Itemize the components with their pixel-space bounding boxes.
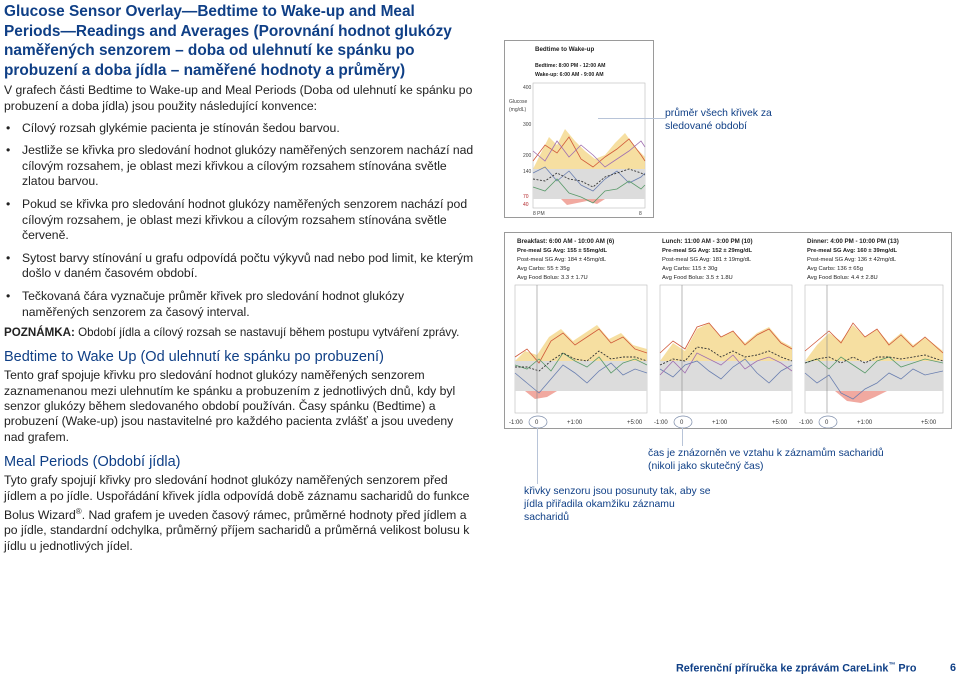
- lunch-post: Post-meal SG Avg: 181 ± 19mg/dL: [662, 257, 752, 263]
- target-range-band: [805, 361, 943, 391]
- y-tick-label: 140: [523, 169, 532, 175]
- callout-leader: [598, 118, 666, 119]
- x-tick-label: 0: [680, 420, 684, 426]
- breakfast-time: Breakfast: 6:00 AM - 10:00 AM (6): [517, 238, 615, 245]
- breakfast-carbs: Avg Carbs: 55 ± 35g: [517, 266, 570, 272]
- text-column: [4, 2, 474, 554]
- trademark: ™: [888, 662, 896, 669]
- bedtime-range: Bedtime: 8:00 PM - 12:00 AM: [535, 63, 606, 69]
- x-tick-label: -1:00: [509, 420, 523, 426]
- breakfast-plot: [515, 285, 647, 413]
- intro-paragraph: V grafech části Bedtime to Wake-up and Meal Periods (Doba od ulehnutí ke spánku po probuzení a doba jídla) jsou použity následující konvence:: [4, 83, 473, 113]
- callout-leader: [682, 428, 683, 446]
- note-text: Období jídla a cílový rozsah se nastavují během postupu vytváření zprávy.: [74, 326, 460, 340]
- list-item: • Jestliže se křivka pro sledování hodnot glukózy naměřených senzorem nachází nad cílovým rozsahem, je oblast mezi křivkou a cílovým rozsahem stínována světle zlatou barvou.: [4, 143, 474, 190]
- list-item: • Sytost barvy stínování u grafu odpovídá počtu výkyvů nad nebo pod limit, ke kterým došlo v daném časovém období.: [4, 251, 474, 282]
- meal-paragraph: [4, 473, 474, 554]
- breakfast-pre: Pre-meal SG Avg: 155 ± 55mg/dL: [517, 248, 608, 254]
- x-tick-label: -1:00: [799, 420, 813, 426]
- list-item: • Tečkovaná čára vyznačuje průměr křivek pro sledování hodnot glukózy naměřených senzorem za časový interval.: [4, 289, 474, 320]
- x-tick-label: 0: [535, 420, 539, 426]
- meal-periods-chart: [504, 232, 952, 429]
- meal-text-1: Tyto grafy spojují křivky pro sledování hodnot glukózy naměřených senzorem před jídlem a po jídle. Uspořádání křivek jídla odpovídá době záznamu sacharidů do funkce Bolus Wizard: [4, 473, 470, 522]
- target-range-band: [515, 361, 647, 391]
- bedtime-paragraph: Tento graf spojuje křivku pro sledování hodnot glukózy naměřených senzorem zaznamenanou mezi ulehnutím ke spánku a probuzením z jednotlivých dnů, kdy byl senzor glukózy během sledovaného období používán. Časy spánku (Bedtime) a probuzení (Wake-up) jsou nastavitelné pro každého pacienta zvlášť a jsou uvedeny nad grafem.: [4, 368, 456, 444]
- section-title: Glucose Sensor Overlay—Bedtime to Wake-up and Meal Periods—Readings and Averages (Porovnání hodnot glukózy naměřených senzorem – doba od ulehnutí ke spánku po probuzení a doba jídla – naměřené hodnoty a průměry): [4, 3, 452, 79]
- x-tick-label: +1:00: [567, 420, 583, 426]
- x-tick-label: -1:00: [654, 420, 668, 426]
- dinner-carbs: Avg Carbs: 136 ± 65g: [807, 266, 863, 272]
- lunch-bolus: Avg Food Bolus: 3.5 ± 1.8U: [662, 275, 733, 281]
- bedtime-heading: Bedtime to Wake Up (Od ulehnutí ke spánku po probuzení): [4, 349, 384, 366]
- y-tick-label: 40: [523, 202, 529, 208]
- note-label: POZNÁMKA:: [4, 326, 75, 340]
- callout-time-zero: čas je znázorněn ve vztahu k záznamům sacharidů (nikoli jako skutečný čas): [648, 448, 884, 472]
- y-tick-label: 70: [523, 194, 529, 200]
- x-tick-label: +5:00: [921, 420, 937, 426]
- plot-area: [533, 83, 645, 208]
- y-tick-label: 300: [523, 122, 532, 128]
- chart-title: Bedtime to Wake-up: [535, 46, 595, 53]
- dinner-post: Post-meal SG Avg: 136 ± 42mg/dL: [807, 257, 897, 263]
- x-tick-label: 8 PM: [533, 211, 545, 217]
- breakfast-bolus: Avg Food Bolus: 3.3 ± 1.7U: [517, 275, 588, 281]
- callout-leader: [537, 428, 538, 484]
- lunch-plot: [660, 285, 792, 413]
- lunch-pre: Pre-meal SG Avg: 152 ± 29mg/dL: [662, 248, 753, 254]
- callout-average: průměr všech křivek za sledované období: [665, 108, 772, 132]
- conventions-list: [4, 121, 474, 321]
- page-number: 6: [950, 662, 957, 674]
- x-tick-label: 0: [825, 420, 829, 426]
- x-tick-label: +5:00: [627, 420, 643, 426]
- dinner-bolus: Avg Food Bolus: 4.4 ± 2.8U: [807, 275, 878, 281]
- dinner-time: Dinner: 4:00 PM - 10:00 PM (13): [807, 238, 899, 245]
- x-tick-label: +1:00: [857, 420, 873, 426]
- target-range-band: [660, 361, 792, 391]
- footer: [676, 662, 916, 675]
- list-item: • Pokud se křivka pro sledování hodnot glukózy naměřených senzorem nachází pod cílovým rozsahem, je oblast mezi křivkou a cílovým rozsahem stínována světle červeně.: [4, 197, 474, 244]
- x-tick-label: +5:00: [772, 420, 788, 426]
- x-tick-label: +1:00: [712, 420, 728, 426]
- list-item: • Cílový rozsah glykémie pacienta je stínován šedou barvou.: [4, 121, 474, 137]
- x-tick-label: 8: [639, 211, 642, 217]
- meal-text-2: . Nad grafem je uveden časový rámec, průměrné hodnoty před jídlem a po jídle, standardní odchylka, průměrný příjem sacharidů a průměrná velikost bolusu k jídlu u jednotlivých jídel.: [4, 508, 470, 553]
- y-axis-unit: (mg/dL): [509, 107, 527, 113]
- breakfast-post: Post-meal SG Avg: 184 ± 45mg/dL: [517, 257, 607, 263]
- y-axis-label: Glucose: [509, 99, 528, 105]
- target-range-band: [533, 169, 645, 199]
- dinner-pre: Pre-meal SG Avg: 160 ± 39mg/dL: [807, 248, 898, 254]
- note: [4, 325, 474, 340]
- footer-brand: Pro: [895, 662, 917, 675]
- bedtime-chart: [504, 40, 654, 218]
- meal-heading: Meal Periods (Období jídla): [4, 454, 181, 471]
- callout-shifted: křivky senzoru jsou posunuty tak, aby se jídla přiřadila okamžiku záznamu sacharidů: [524, 486, 711, 523]
- y-tick-label: 200: [523, 153, 532, 159]
- dinner-plot: [805, 285, 943, 413]
- y-tick-label: 400: [523, 85, 532, 91]
- lunch-time: Lunch: 11:00 AM - 3:00 PM (10): [662, 238, 753, 245]
- lunch-carbs: Avg Carbs: 115 ± 30g: [662, 266, 718, 272]
- wakeup-range: Wake-up: 6:00 AM - 9:00 AM: [535, 72, 604, 78]
- footer-text: Referenční příručka ke zprávám CareLink: [676, 662, 889, 675]
- registered-mark: ®: [75, 506, 82, 516]
